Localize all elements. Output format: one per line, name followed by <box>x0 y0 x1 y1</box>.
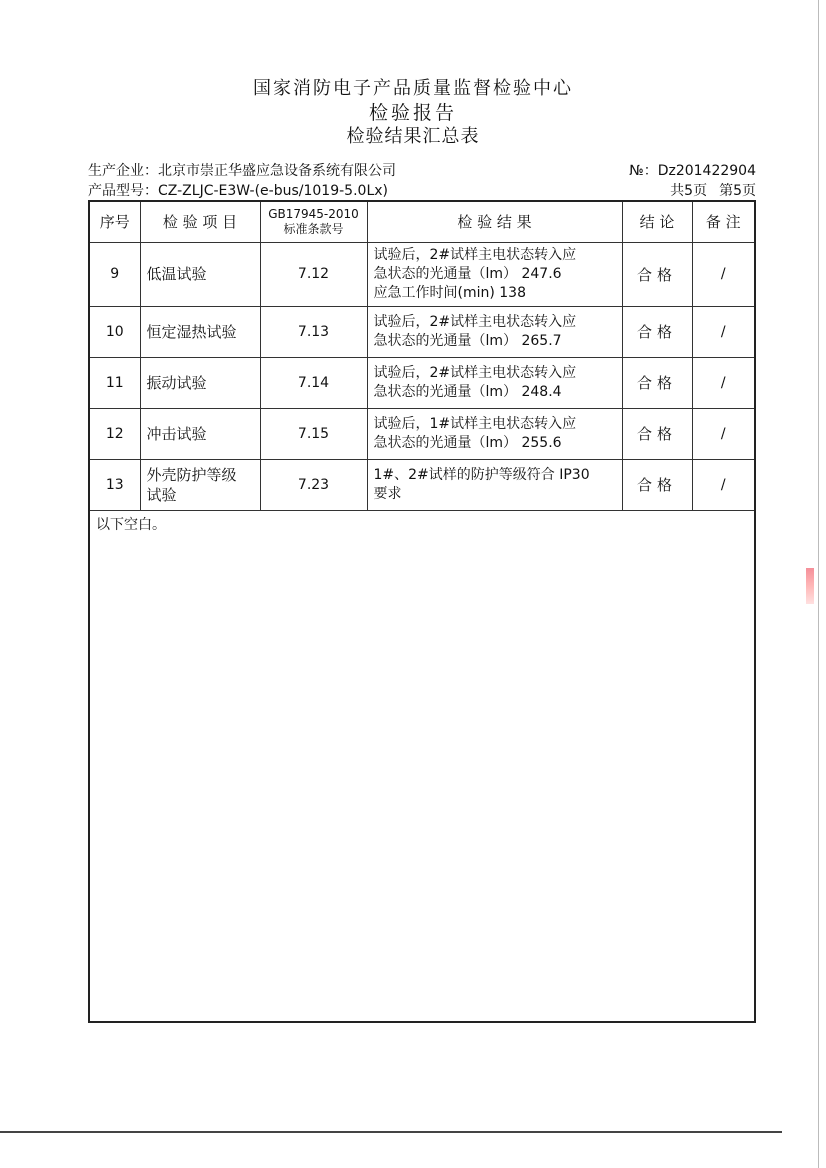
producer-label: 生产企业： <box>88 163 158 179</box>
row-result <box>367 357 622 408</box>
row-note: / <box>692 357 754 408</box>
row-no: 10 <box>90 306 140 357</box>
row-clause: 7.13 <box>260 306 367 357</box>
current-page: 第5页 <box>719 183 756 199</box>
page-indicator <box>670 180 756 200</box>
result-line: 试验后，2#试样主电状态转入应 <box>373 313 577 330</box>
row-item: 冲击试验 <box>140 408 260 459</box>
row-item <box>140 459 260 510</box>
table-row <box>90 306 754 357</box>
result-line: 急状态的光通量（lm） 247.6 <box>373 265 562 282</box>
row-no: 11 <box>90 357 140 408</box>
result-line: 试验后，1#试样主电状态转入应 <box>373 415 577 432</box>
result-line: 急状态的光通量（lm） 248.4 <box>373 383 562 400</box>
row-clause: 7.12 <box>260 242 367 306</box>
header-conclusion: 结 论 <box>622 202 692 242</box>
row-item: 恒定湿热试验 <box>140 306 260 357</box>
row-clause: 7.15 <box>260 408 367 459</box>
header-no: 序号 <box>90 202 140 242</box>
result-line: 急状态的光通量（lm） 255.6 <box>373 434 562 451</box>
page-edge <box>818 0 819 1168</box>
table-row <box>90 242 754 306</box>
org-title: 国家消防电子产品质量监督检验中心 <box>253 78 573 99</box>
report-subtitle: 检验结果汇总表 <box>346 126 480 147</box>
header-standard-code: GB17945-2010 <box>268 206 359 221</box>
result-line: 应急工作时间(min) 138 <box>373 284 526 301</box>
result-line: 1#、2#试样的防护等级符合 IP30 <box>373 466 590 483</box>
result-line: 要求 <box>373 485 402 502</box>
header-result: 检 验 结 果 <box>367 202 622 242</box>
results-frame <box>88 200 756 1023</box>
header-item: 检 验 项 目 <box>140 202 260 242</box>
row-clause: 7.23 <box>260 459 367 510</box>
report-number: №：Dz201422904 <box>629 163 756 179</box>
row-no: 9 <box>90 242 140 306</box>
row-conclusion: 合格 <box>622 242 692 306</box>
header-standard-clause: 标准条款号 <box>283 221 344 236</box>
result-line: 急状态的光通量（lm） 265.7 <box>373 332 562 349</box>
result-line: 试验后，2#试样主电状态转入应 <box>373 246 577 263</box>
total-pages: 共5页 <box>670 183 708 199</box>
result-line: 试验后，2#试样主电状态转入应 <box>373 364 577 381</box>
row-note: / <box>692 306 754 357</box>
header-note: 备 注 <box>692 202 754 242</box>
producer-line <box>88 160 396 180</box>
row-no: 12 <box>90 408 140 459</box>
row-conclusion: 合格 <box>622 459 692 510</box>
item-line: 试验 <box>146 485 177 504</box>
row-clause: 7.14 <box>260 357 367 408</box>
row-result <box>367 242 622 306</box>
producer-name: 北京市崇正华盛应急设备系统有限公司 <box>158 163 396 179</box>
seal-edge-mark <box>806 568 814 604</box>
bottom-divider <box>0 1131 782 1133</box>
row-conclusion: 合格 <box>622 306 692 357</box>
table-row <box>90 408 754 459</box>
results-table <box>90 202 754 511</box>
row-result <box>367 408 622 459</box>
row-no: 13 <box>90 459 140 510</box>
header-standard <box>260 202 367 242</box>
model-line <box>88 180 388 200</box>
table-row <box>90 459 754 510</box>
row-item: 振动试验 <box>140 357 260 408</box>
row-result <box>367 306 622 357</box>
row-note: / <box>692 408 754 459</box>
blank-below-note: 以下空白。 <box>96 517 166 533</box>
model-value: CZ-ZLJC-E3W-(e-bus/1019-5.0Lx) <box>158 183 388 199</box>
item-line: 外壳防护等级 <box>146 465 237 484</box>
model-label: 产品型号： <box>88 183 158 199</box>
table-header-row <box>90 202 754 242</box>
row-conclusion: 合格 <box>622 408 692 459</box>
row-conclusion: 合格 <box>622 357 692 408</box>
report-title: 检验报告 <box>368 102 457 124</box>
row-note: / <box>692 242 754 306</box>
row-result <box>367 459 622 510</box>
row-note: / <box>692 459 754 510</box>
row-item: 低温试验 <box>140 242 260 306</box>
table-row <box>90 357 754 408</box>
